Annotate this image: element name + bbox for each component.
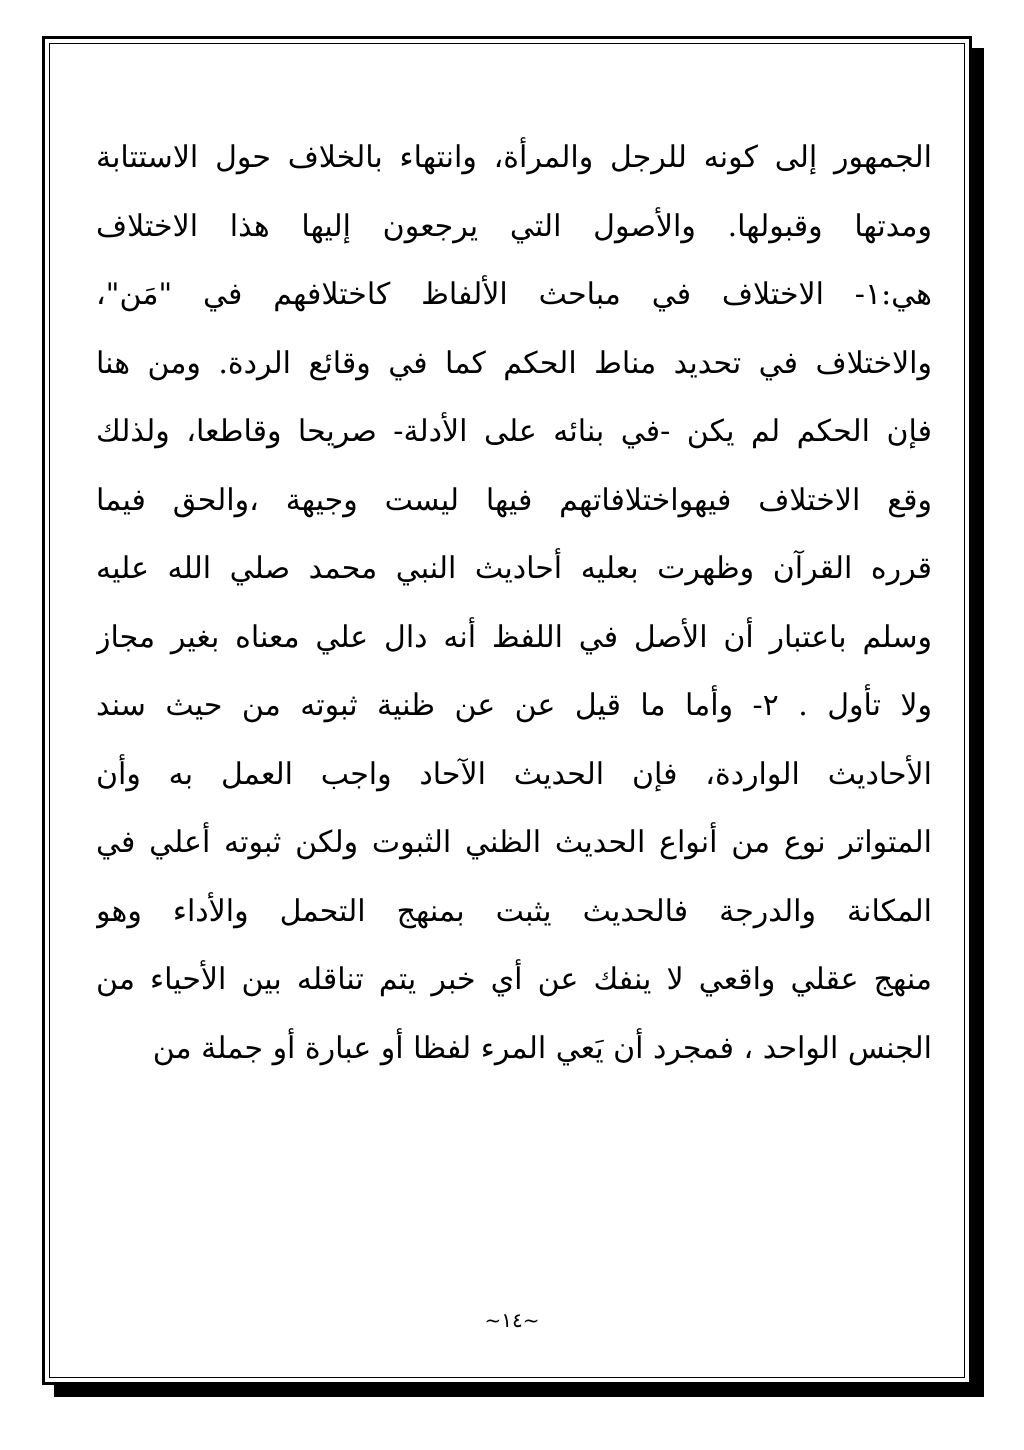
text-line: والاختلاف في تحديد مناط الحكم كما في وقائع الردة. ومن هنا <box>96 345 932 381</box>
document-body <box>96 128 932 1087</box>
text-line: الجمهور إلى كونه للرجل والمرأة، وانتهاء بالخلاف حول الاستتابة <box>96 140 932 175</box>
text-line: ومدتها وقبولها. والأصول التي يرجعون إليها هذا الاختلاف <box>96 208 932 244</box>
text-line: هي:١- الاختلاف في مباحث الألفاظ كاختلافهم في "مَن"، <box>96 277 932 312</box>
text-line: المكانة والدرجة فالحديث يثبت بمنهج التحمل والأداء وهو <box>96 893 932 929</box>
text-line: وسلم باعتبار أن الأصل في اللفظ أنه دال علي معناه بغير مجاز <box>96 619 932 655</box>
text-line: وقع الاختلاف فيهواختلافاتهم فيها ليست وجيهة ،والحق فيما <box>96 482 932 518</box>
text-line: المتواتر نوع من أنواع الحديث الظني الثبوت ولكن ثبوته أعلي في <box>96 825 932 860</box>
text-line: فإن الحكم لم يكن -في بنائه على الأدلة- صريحا وقاطعا، ولذلك <box>96 414 932 449</box>
text-line: منهج عقلي واقعي لا ينفك عن أي خبر يتم تناقله بين الأحياء من <box>96 962 932 997</box>
text-line: الجنس الواحد ، فمجرد أن يَعي المرء لفظا أو عبارة أو جملة من <box>152 1030 932 1066</box>
page-number: ~١٤~ <box>484 1308 540 1332</box>
text-line: قرره القرآن وظهرت بعليه أحاديث النبي محمد صلي الله عليه <box>96 551 932 586</box>
text-line: ولا تأول . ٢- وأما ما قيل عن عن ظنية ثبوته من حيث سند <box>96 688 932 723</box>
text-line: الأحاديث الواردة، فإن الحديث الآحاد واجب العمل به وأن <box>96 756 932 792</box>
